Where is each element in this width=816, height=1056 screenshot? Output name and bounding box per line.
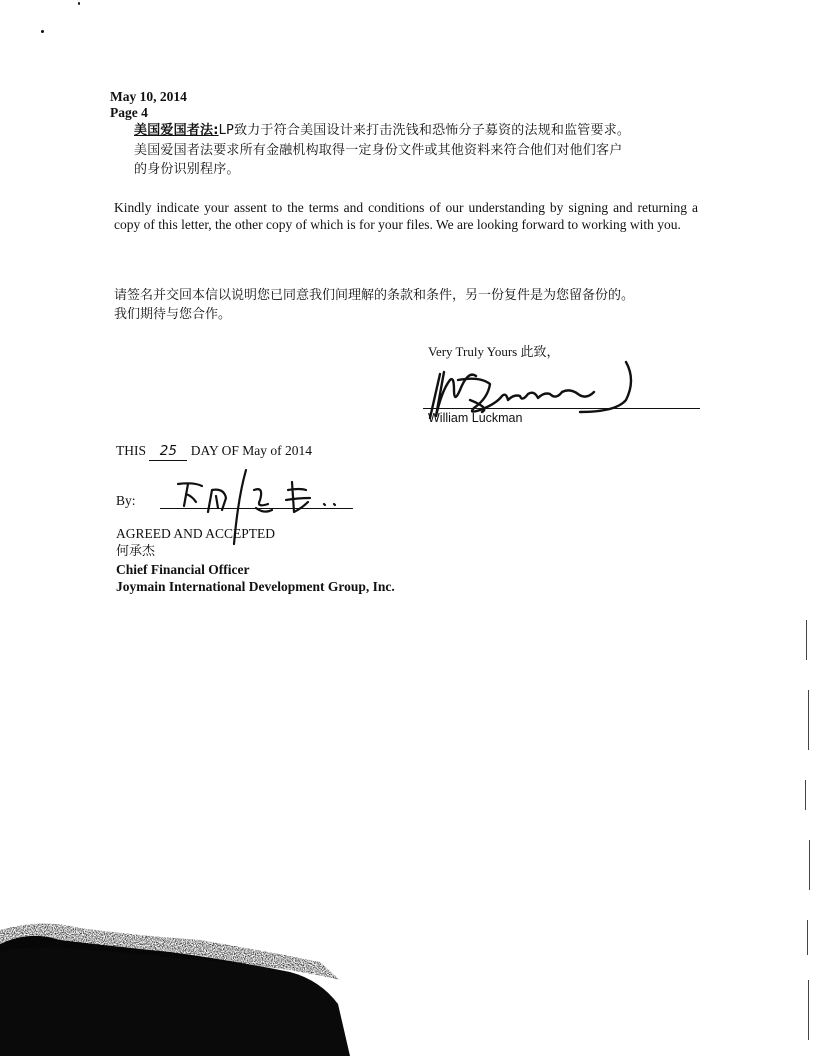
page-number: Page 4 bbox=[110, 105, 148, 120]
scan-speck bbox=[78, 2, 80, 5]
patriot-act-line-3: 的身份识别程序。 bbox=[134, 162, 240, 177]
signatory-name-zh: 何承杰 bbox=[116, 544, 156, 559]
letter-date: May 10, 2014 bbox=[110, 89, 187, 104]
patriot-act-line-2: 美国爱国者法要求所有金融机构取得一定身份文件或其他资料来符合他们对他们客户 bbox=[134, 143, 623, 158]
this-label: THIS bbox=[116, 443, 146, 458]
assent-paragraph-en: Kindly indicate your assent to the terms and conditions of our understanding by signing and returning a copy of this letter, the other copy of which is for your files. We are looking forward to working with you. bbox=[114, 200, 698, 232]
acceptance-signature-line bbox=[160, 508, 353, 509]
scan-speck bbox=[41, 30, 44, 33]
patriot-act-text-1: LP致力于符合美国设计来打击洗钱和恐怖分子募资的法规和监管要求。 bbox=[218, 123, 631, 138]
closing-salutation: Very Truly Yours 此致， bbox=[428, 344, 560, 359]
signer-name: William Luckman bbox=[428, 411, 523, 425]
day-of-label: DAY OF May of 2014 bbox=[190, 443, 313, 458]
assent-paragraph-zh-2: 我们期待与您合作。 bbox=[114, 307, 232, 322]
patriot-act-heading: 美国爱国者法: bbox=[134, 123, 219, 138]
agreed-and-accepted: AGREED AND ACCEPTED bbox=[116, 526, 276, 541]
assent-paragraph-zh-1: 请签名并交回本信以说明您已同意我们间理解的条款和条件，另一份复件是为您留备份的。 bbox=[114, 288, 635, 303]
company-name: Joymain International Development Group, Inc. bbox=[116, 579, 395, 594]
signatory-title: Chief Financial Officer bbox=[116, 562, 250, 577]
by-label: By: bbox=[116, 493, 136, 508]
acceptance-date-line bbox=[116, 442, 312, 461]
signature-line bbox=[423, 408, 700, 409]
patriot-act-line-1 bbox=[134, 122, 630, 139]
scan-shadow-artifact bbox=[0, 900, 360, 1056]
handwritten-day: 25 bbox=[149, 443, 187, 461]
scan-edge-speckle bbox=[796, 600, 816, 1056]
